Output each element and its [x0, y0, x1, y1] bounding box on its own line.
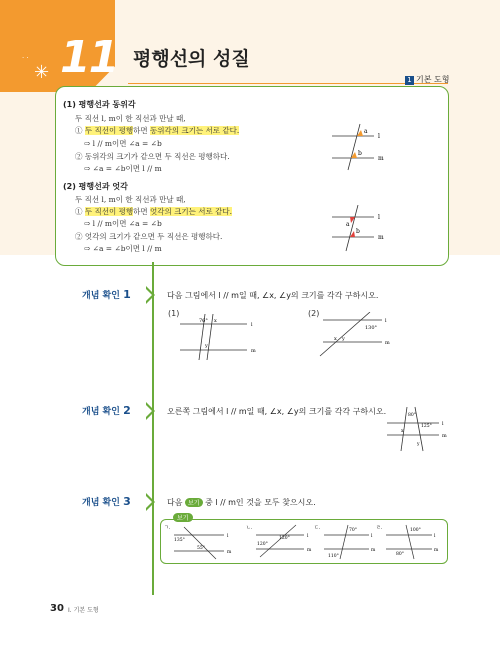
concept-sec1-item1 — [75, 125, 239, 136]
item-number: ① — [75, 207, 83, 216]
angle-label: 120° — [257, 542, 268, 547]
section-badge — [405, 74, 449, 85]
line-m-label: m — [307, 548, 312, 553]
line-l-label: l — [385, 318, 387, 324]
fig-label-l: l — [378, 133, 380, 140]
angle-label: 100° — [410, 528, 421, 533]
angle-label: 110° — [328, 554, 339, 559]
angle-y-label: y — [205, 343, 208, 349]
angle-label: 120° — [279, 536, 290, 541]
highlight-text: 두 직선이 평행 — [84, 207, 134, 216]
check-question-2: 오른쪽 그림에서 l // m일 때, ∠x, ∠y의 크기를 각각 구하시오. — [167, 407, 387, 416]
item-text: 하면 — [133, 207, 148, 216]
check-question-3: 다음 보기 중 l // m인 것을 모두 찾으시오. — [167, 498, 316, 507]
concept-sec2-title: (2) 평행선과 엇각 — [63, 182, 128, 191]
check-label-2: 개념 확인 2 — [82, 404, 131, 417]
angle-label: 125° — [421, 424, 432, 429]
bogi-tag: 보기 — [173, 513, 193, 522]
badge-label: 기본 도형 — [416, 75, 450, 84]
concept-sec1-item2: ② 동위각의 크기가 같으면 두 직선은 평행하다. — [75, 152, 230, 161]
line-m-label: m — [434, 548, 439, 553]
angle-x-label: x — [401, 429, 404, 434]
chapter-title: 평행선의 성질 — [133, 48, 250, 70]
concept-sec1-result2: ⇨ ∠a = ∠b이면 l // m — [84, 164, 162, 173]
bogi-item-mark: ㄷ. — [314, 525, 321, 531]
angle-label: 55° — [197, 546, 205, 551]
line-m-label: m — [385, 340, 390, 346]
fig-label-b: b — [356, 228, 360, 235]
concept-sec2-result2: ⇨ ∠a = ∠b이면 l // m — [84, 244, 162, 253]
line-m-label: m — [227, 550, 232, 555]
angle-label: 80° — [396, 552, 404, 557]
sparkle-dots-icon: · · — [22, 54, 29, 62]
check-label-1: 개념 확인 1 — [82, 288, 131, 301]
highlight-text: 동위각의 크기는 서로 같다. — [150, 126, 240, 135]
item-number: ① — [75, 126, 83, 135]
highlight-text: 엇각의 크기는 서로 같다. — [150, 207, 233, 216]
fig-label-b: b — [358, 150, 362, 157]
line-l-label: l — [442, 421, 444, 427]
check1-figure-2 — [318, 312, 408, 360]
title-rule — [128, 83, 448, 84]
concept-sec2-result1: ⇨ l // m이면 ∠a = ∠b — [84, 219, 162, 228]
concept-sec1-result1: ⇨ l // m이면 ∠a = ∠b — [84, 139, 162, 148]
bogi-item-mark: ㄴ. — [246, 525, 253, 531]
page-number: 30 — [50, 603, 64, 614]
sub-label-1: (1) — [168, 309, 180, 318]
check-question-1: 다음 그림에서 l // m일 때, ∠x, ∠y의 크기를 각각 구하시오. — [167, 291, 379, 300]
sub-label-2: (2) — [308, 309, 320, 318]
line-m-label: m — [442, 433, 447, 439]
angle-y-label: y — [342, 336, 345, 342]
line-l-label: l — [371, 534, 373, 539]
timeline-line — [152, 262, 154, 595]
fig-label-m: m — [378, 234, 384, 241]
line-l-label: l — [434, 534, 436, 539]
bogi-item-mark: ㄹ. — [376, 525, 383, 531]
fig-label-l: l — [378, 214, 380, 221]
corresponding-angle-figure — [330, 122, 390, 172]
concept-sec2-item1 — [75, 206, 232, 217]
concept-sec2-intro: 두 직선 l, m이 한 직선과 만날 때, — [75, 195, 186, 204]
angle-x-label: x — [334, 336, 337, 342]
item-text: 하면 — [133, 126, 148, 135]
fig-label-m: m — [378, 155, 384, 162]
angle-label: 80° — [408, 413, 416, 418]
concept-sec2-item2: ② 엇각의 크기가 같으면 두 직선은 평행하다. — [75, 232, 223, 241]
line-m-label: m — [371, 548, 376, 553]
concept-sec1-title: (1) 평행선과 동위각 — [63, 100, 136, 109]
chevron-inner — [146, 496, 152, 508]
bogi-figures — [164, 521, 444, 561]
alternate-angle-figure — [330, 205, 390, 255]
bogi-item-mark: ㄱ. — [164, 525, 171, 531]
check2-figure — [385, 405, 450, 455]
star-icon: ✳ — [34, 62, 50, 83]
angle-label: 76° — [199, 318, 208, 324]
chevron-inner — [146, 289, 152, 301]
chevron-inner — [146, 405, 152, 417]
angle-label: 70° — [349, 528, 357, 533]
line-l-label: l — [307, 534, 309, 539]
fig-label-a: a — [364, 128, 368, 135]
badge-number: 1 — [405, 76, 414, 85]
line-l-label: l — [251, 322, 253, 328]
line-l-label: l — [227, 534, 229, 539]
highlight-text: 두 직선이 평행 — [84, 126, 134, 135]
check-label-3: 개념 확인 3 — [82, 495, 131, 508]
chapter-number: 11 — [60, 32, 118, 83]
footer-section: Ⅰ. 기본 도형 — [68, 607, 99, 614]
angle-label: 135° — [174, 538, 185, 543]
check1-figure-1 — [175, 312, 265, 360]
angle-y-label: y — [417, 442, 420, 447]
angle-x-label: x — [214, 318, 217, 324]
fig-label-a: a — [346, 221, 350, 228]
line-m-label: m — [251, 348, 256, 354]
bogi-pill: 보기 — [185, 498, 203, 507]
angle-label: 130° — [365, 325, 378, 331]
concept-sec1-intro: 두 직선 l, m이 한 직선과 만날 때, — [75, 114, 186, 123]
